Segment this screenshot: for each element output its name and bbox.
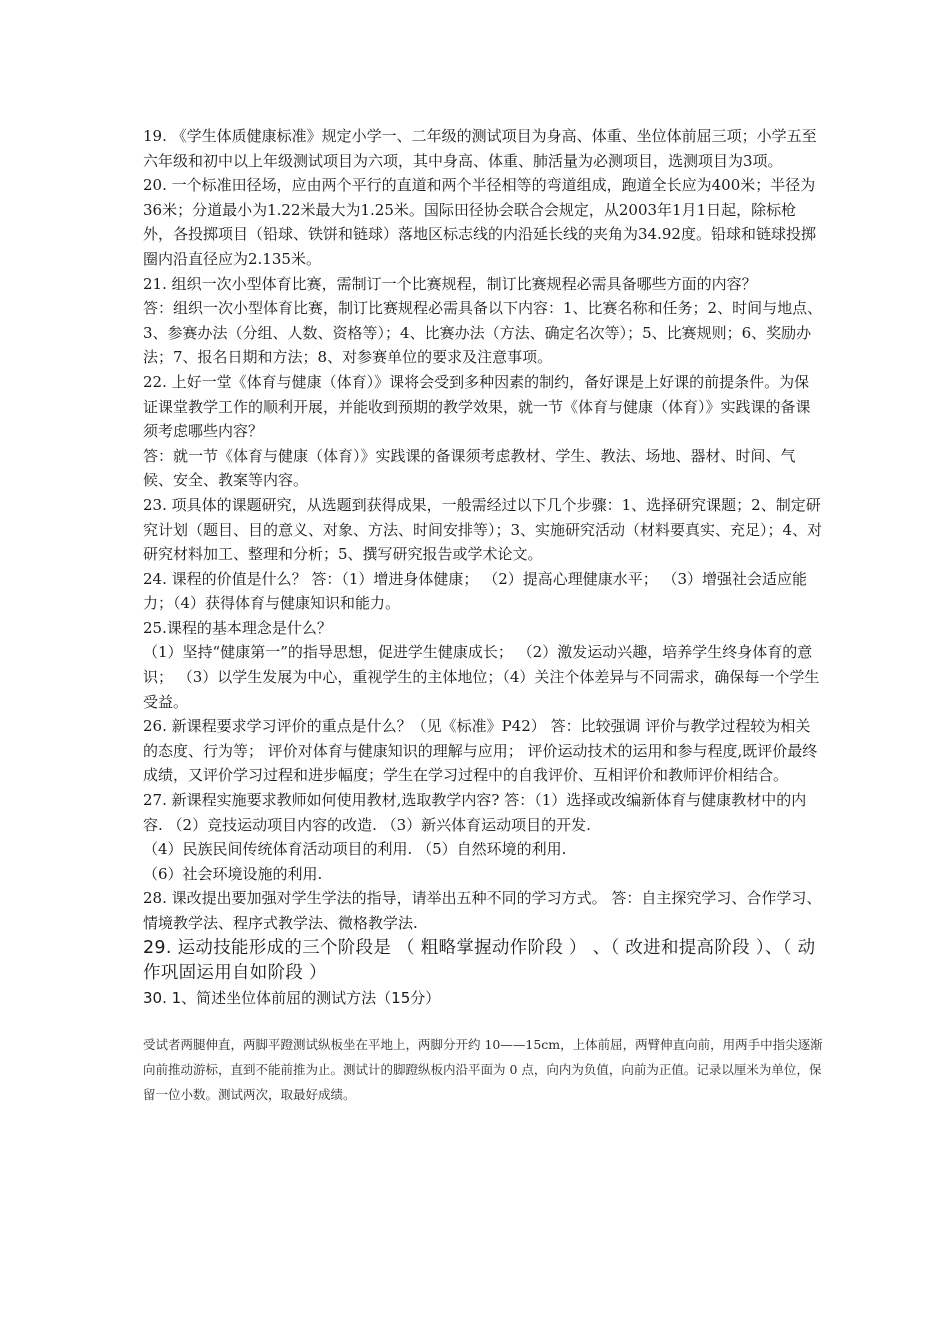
question-23: 23. 项具体的课题研究，从选题到获得成果，一般需经过以下几个步骤：1、选择研究课题；2、制定研究计划（题目、目的意义、对象、方法、时间安排等）；3、实施研究活动（材料要真实、充足）；4、对研究材料加工、整理和分析；5、撰写研究报告或学术论文。 [143,495,823,564]
answer-30: 受试者两腿伸直，两脚平蹬测试纵板坐在平地上，两脚分开约 10——15cm，上体前屈，两臂伸直向前，用两手中指尖逐渐向前推动游标，直到不能前推为止。测试计的脚蹬纵板内沿平面为 0 点，向内为负值，向前为正值。记录以厘米为单位，保留一位小数。测试两次，取最好成绩。 [143,1036,823,1102]
answer-27-part2: （4）民族民间传统体育活动项目的利用. （5）自然环境的利用. [143,840,567,859]
question-26: 26. 新课程要求学习评价的重点是什么？（见《标准》P42） 答：比较强调 评价与教学过程较为相关的态度、行为等； 评价对体育与健康知识的理解与应用； 评价运动技术的运用和参与程度,既评价最终成绩，又评价学习过程和进步幅度；学生在学习过程中的自我评价、互相评价和教师评价相结合。 [143,717,818,785]
question-22: 22. 上好一堂《体育与健康（体育）》课将会受到多种因素的制约，备好课是上好课的前提条件。为保证课堂教学工作的顺利开展，并能收到预期的教学效果，就一节《体育与健康（体育）》实践课的备课须考虑哪些内容？ [143,372,811,441]
answer-27-part3: （6）社会环境设施的利用. [143,864,323,883]
question-27: 27. 新课程实施要求教师如何使用教材,选取教学内容? 答：（1）选择或改编新体育与健康教材中的内容. （2）竞技运动项目内容的改造. （3）新兴体育运动项目的开发. [143,791,807,834]
question-24: 24. 课程的价值是什么？ 答：（1）增进身体健康； （2）提高心理健康水平； （3）增强社会适应能力；（4）获得体育与健康知识和能力。 [143,569,808,613]
answer-25: （1）坚持“健康第一”的指导思想，促进学生健康成长； （2）激发运动兴趣，培养学生终身体育的意识； （3）以学生发展为中心，重视学生的主体地位；（4）关注个体差异与不同需求，确保每一个学生受益。 [143,643,820,711]
document-page [143,124,823,1107]
answer-21: 答：组织一次小型体育比赛，制订比赛规程必需具备以下内容：1、比赛名称和任务；2、时间与地点、3、参赛办法（分组、人数、资格等）；4、比赛办法（方法、确定名次等）；5、比赛规则；6、奖励办法；7、报名日期和方法；8、对参赛单位的要求及注意事项。 [143,299,823,367]
question-19: 19. 《学生体质健康标准》规定小学一、二年级的测试项目为身高、体重、坐位体前屈三项；小学五至六年级和初中以上年级测试项目为六项，其中身高、体重、肺活量为必测项目，选测项目为3项。 [143,127,817,170]
question-25: 25.课程的基本理念是什么？ [143,618,332,637]
question-20: 20. 一个标准田径场，应由两个平行的直道和两个半径相等的弯道组成，跑道全长应为400米；半径为36米；分道最小为1.22米最大为1.25米。国际田径协会联合会规定，从2003年1月1日起，除标枪外，各投掷项目（铅球、铁饼和链球）落地区标志线的内沿延长线的夹角为34.92度。铅球和链球投掷圈内沿直径应为2.135米。 [143,176,816,268]
spacer [143,1010,823,1032]
question-28: 28. 课改提出要加强对学生学法的指导，请举出五种不同的学习方式。 答：自主探究学习、合作学习、情境教学法、程序式教学法、微格教学法. [143,889,822,932]
question-29: 29. 运动技能形成的三个阶段是 （ 粗略掌握动作阶段 ） 、（ 改进和提高阶段 ）、（ 动作巩固运用自如阶段 ） [143,937,816,983]
question-21: 21. 组织一次小型体育比赛，需制订一个比赛规程，制订比赛规程必需具备哪些方面的内容？ [143,274,757,293]
answer-22: 答：就一节《体育与健康（体育）》实践课的备课须考虑教材、学生、教法、场地、器材、时间、气候、安全、教案等内容。 [143,446,796,490]
question-30: 30. 1、简述坐位体前屈的测试方法（15分） [143,988,441,1007]
